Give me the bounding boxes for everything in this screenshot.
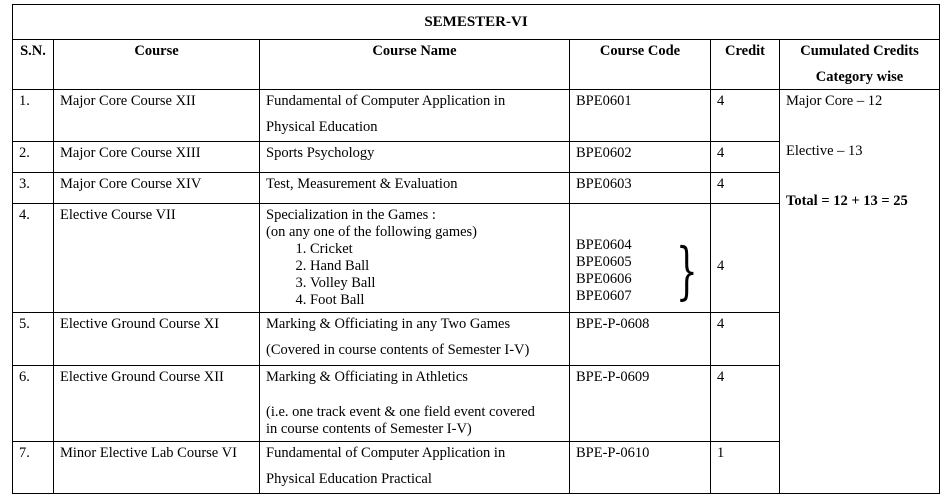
row-course-name-line1: Specialization in the Games : — [266, 207, 436, 223]
row-credit — [711, 204, 780, 313]
semester-title: SEMESTER-VI — [13, 5, 940, 40]
row-course: Minor Elective Lab Course VI — [54, 442, 260, 494]
row-course-name: Test, Measurement & Evaluation — [260, 173, 570, 204]
cumulated-major: Major Core – 12 — [786, 93, 883, 109]
row-course-name-line2: (on any one of the following games) — [266, 224, 478, 240]
row-course-name — [260, 313, 570, 366]
header-course-code: Course Code — [570, 40, 711, 90]
header-cumulated-line2: Category wise — [815, 69, 904, 85]
row-course-name — [260, 204, 570, 313]
codes-group — [576, 234, 704, 307]
code-item: BPE0607 — [576, 288, 632, 304]
row-course-name-line1: Fundamental of Computer Application in — [266, 93, 506, 109]
row-credit: 4 — [711, 313, 780, 366]
row-course: Elective Ground Course XI — [54, 313, 260, 366]
row-course-code: BPE0602 — [570, 142, 711, 173]
row-course-code: BPE-P-0610 — [570, 442, 711, 494]
row-course: Elective Ground Course XII — [54, 366, 260, 442]
header-row — [13, 40, 940, 90]
row-course: Major Core Course XIII — [54, 142, 260, 173]
row-sn: 1. — [13, 90, 54, 142]
row-course: Elective Course VII — [54, 204, 260, 313]
row-course-name-line2: (Covered in course contents of Semester I-V) — [266, 342, 530, 358]
row-course-code: BPE0601 — [570, 90, 711, 142]
header-course-name: Course Name — [260, 40, 570, 90]
row-credit-value: 4 — [717, 258, 725, 274]
cumulated-total: Total = 12 + 13 = 25 — [786, 193, 908, 209]
row-course-code: BPE0603 — [570, 173, 711, 204]
row-course: Major Core Course XIV — [54, 173, 260, 204]
games-list — [266, 241, 563, 309]
header-cumulated-line1: Cumulated Credits — [800, 43, 919, 59]
row-sn: 6. — [13, 366, 54, 442]
row-course-name — [260, 442, 570, 494]
code-item: BPE0604 — [576, 237, 632, 253]
row-sn: 4. — [13, 204, 54, 313]
code-item: BPE0606 — [576, 271, 632, 287]
row-course-name — [260, 90, 570, 142]
row-sn: 7. — [13, 442, 54, 494]
header-cumulated — [780, 40, 940, 90]
row-course-code: BPE-P-0609 — [570, 366, 711, 442]
row-course: Major Core Course XII — [54, 90, 260, 142]
cumulated-credits-cell — [780, 90, 940, 494]
row-course-code: BPE-P-0608 — [570, 313, 711, 366]
row-credit: 4 — [711, 142, 780, 173]
right-brace-icon: } — [676, 234, 698, 307]
row-sn: 5. — [13, 313, 54, 366]
row-credit: 1 — [711, 442, 780, 494]
row-credit: 4 — [711, 90, 780, 142]
row-credit: 4 — [711, 366, 780, 442]
header-sn: S.N. — [13, 40, 54, 90]
row-sn: 3. — [13, 173, 54, 204]
row-course-name-line3: in course contents of Semester I-V) — [266, 421, 472, 437]
list-item: 2. Hand Ball — [310, 258, 563, 275]
row-course-name-line2: Physical Education Practical — [266, 471, 432, 487]
header-credit: Credit — [711, 40, 780, 90]
header-course: Course — [54, 40, 260, 90]
row-course-name-line2: (i.e. one track event & one field event covered — [266, 404, 535, 420]
row-course-name — [260, 366, 570, 442]
code-item: BPE0605 — [576, 254, 632, 270]
row-course-name: Sports Psychology — [260, 142, 570, 173]
row-credit: 4 — [711, 173, 780, 204]
row-course-name-line2: Physical Education — [266, 119, 378, 135]
list-item: 3. Volley Ball — [310, 275, 563, 292]
row-course-name-line1: Marking & Officiating in Athletics — [266, 369, 468, 385]
row-sn: 2. — [13, 142, 54, 173]
list-item: 1. Cricket — [310, 241, 563, 258]
row-course-name-line1: Fundamental of Computer Application in — [266, 445, 506, 461]
row-course-code — [570, 204, 711, 313]
list-item: 4. Foot Ball — [310, 292, 563, 309]
semester-table — [12, 4, 940, 494]
row-course-name-line1: Marking & Officiating in any Two Games — [266, 316, 511, 332]
table-row — [13, 90, 940, 142]
cumulated-elective: Elective – 13 — [786, 143, 863, 159]
